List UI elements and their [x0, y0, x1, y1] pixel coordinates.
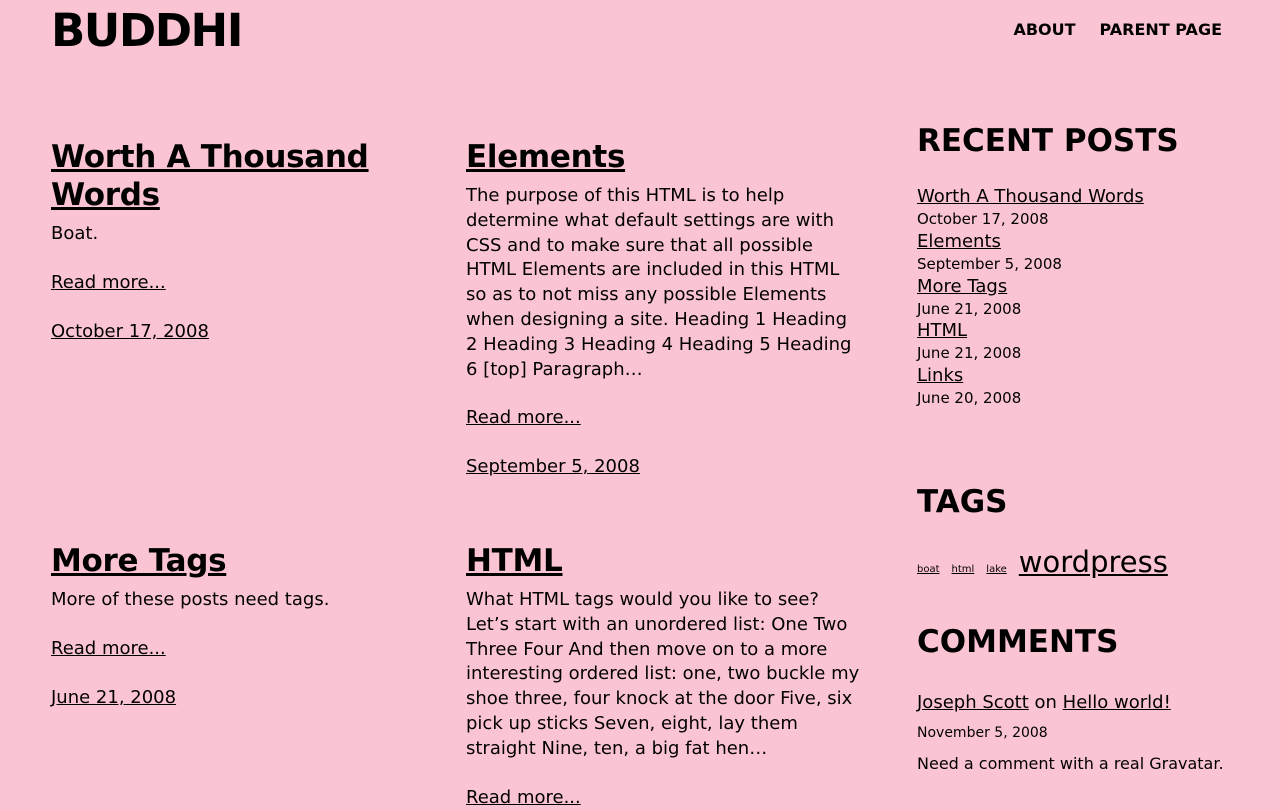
tags-widget [917, 483, 1237, 579]
post-title [466, 138, 861, 176]
tag-link-lake[interactable]: lake [986, 564, 1007, 575]
comment-on-text: on [1034, 692, 1057, 713]
tag-link-boat[interactable]: boat [917, 564, 940, 575]
post-card [466, 542, 861, 810]
post-card [51, 542, 411, 710]
post-date-link[interactable]: October 17, 2008 [51, 320, 209, 342]
recent-post-link[interactable]: Elements [917, 230, 1001, 252]
post-title [51, 138, 411, 214]
post-title-link[interactable]: HTML [466, 543, 563, 579]
post-title-link[interactable]: More Tags [51, 543, 227, 579]
comment-entry [917, 691, 1237, 715]
comment-author-link[interactable]: Joseph Scott [917, 692, 1029, 713]
post-excerpt: What HTML tags would you like to see? Let’s start with an unordered list: One Two Three Four And then move on to a more interesting ordered list: one, two buckle my shoe three, four knock at the door Five, six pick up sticks Seven, eight, lay them straight Nine, ten, a big fat hen… [466, 589, 860, 759]
post-title [51, 542, 411, 580]
recent-post-date: October 17, 2008 [917, 210, 1049, 228]
post-title-link[interactable]: Elements [466, 139, 626, 175]
recent-posts-widget [917, 122, 1237, 410]
tags-heading: TAGS [917, 484, 1008, 520]
recent-post-link[interactable]: Links [917, 365, 964, 387]
post-card [51, 138, 411, 344]
recent-posts-list [917, 186, 1237, 410]
read-more-link[interactable]: Read more... [51, 637, 166, 659]
read-more-link[interactable]: Read more... [466, 786, 581, 808]
nav-parent-page[interactable]: PARENT PAGE [1099, 20, 1222, 39]
list-item [917, 365, 1237, 410]
site-title [51, 6, 242, 56]
list-item [917, 186, 1237, 231]
comment-date: November 5, 2008 [917, 725, 1048, 741]
read-more-link[interactable]: Read more... [466, 407, 581, 429]
post-excerpt: More of these posts need tags. [51, 589, 330, 610]
recent-post-link[interactable]: Worth A Thousand Words [917, 186, 1144, 207]
post-title-link[interactable]: Worth A Thousand Words [51, 139, 369, 213]
recent-post-date: September 5, 2008 [917, 254, 1062, 273]
post-title [466, 542, 861, 580]
tag-link-wordpress[interactable]: wordpress [1018, 545, 1168, 579]
post-card [466, 138, 861, 479]
post-date-link[interactable]: June 21, 2008 [51, 686, 177, 708]
list-item [917, 231, 1237, 276]
recent-posts-heading: RECENT POSTS [917, 123, 1179, 159]
main-nav [1013, 19, 1222, 41]
list-item [917, 320, 1237, 365]
recent-post-link[interactable]: More Tags [917, 275, 1008, 297]
comments-widget [917, 623, 1237, 775]
recent-post-link[interactable]: HTML [917, 320, 968, 342]
tag-link-html[interactable]: html [951, 564, 975, 575]
tag-cloud [917, 545, 1237, 579]
comment-post-link[interactable]: Hello world! [1062, 692, 1171, 713]
comment-text: Need a comment with a real Gravatar. [917, 754, 1224, 773]
post-date-link[interactable]: September 5, 2008 [466, 456, 640, 478]
nav-about[interactable]: ABOUT [1013, 20, 1076, 39]
post-excerpt: Boat. [51, 223, 99, 244]
read-more-link[interactable]: Read more... [51, 271, 166, 293]
comments-heading: COMMENTS [917, 624, 1119, 660]
recent-post-date: June 20, 2008 [917, 389, 1022, 408]
recent-post-date: June 21, 2008 [917, 299, 1022, 318]
list-item [917, 276, 1237, 321]
site-title-link[interactable]: BUDDHI [51, 4, 242, 57]
post-excerpt: The purpose of this HTML is to help determine what default settings are with CSS and to make sure that all possible HTML Elements are included in this HTML so as to not miss any possible Elements when designing a site. Heading 1 Heading 2 Heading 3 Heading 4 Heading 5 Heading 6 [top] Paragraph… [466, 185, 852, 380]
recent-post-date: June 21, 2008 [917, 344, 1022, 363]
